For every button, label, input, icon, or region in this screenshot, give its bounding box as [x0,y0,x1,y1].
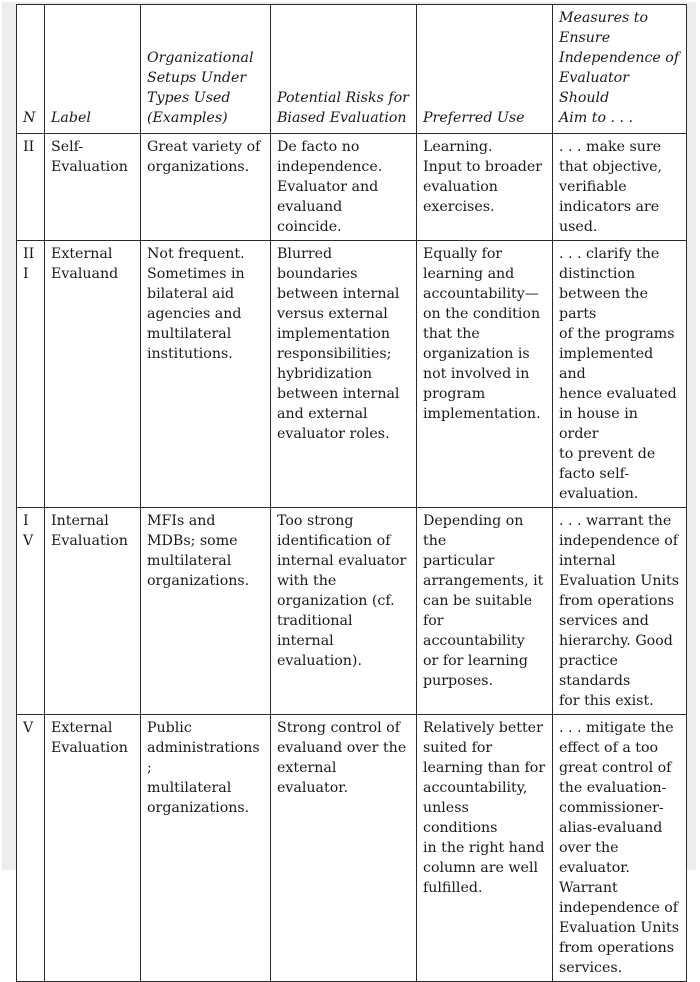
cell-n: V [17,715,45,982]
table-row [17,715,687,982]
cell-preferred-use: Relatively better suited for learning than for accountability, unless conditions in the right hand column are well fulfilled. [417,715,553,982]
cell-measures: . . . make sure that objective, verifiable indicators are used. [553,134,687,241]
cell-setups: MFIs and MDBs; some multilateral organizations. [141,508,271,715]
cell-preferred-use: Equally for learning and accountability— on the condition that the organization is not involved in program implementation. [417,241,553,508]
cell-risks: De facto no independence. Evaluator and evaluand coincide. [271,134,417,241]
cell-preferred-use: Learning. Input to broader evaluation exercises. [417,134,553,241]
header-preferred-use: Preferred Use [417,5,553,134]
cell-preferred-use: Depending on the particular arrangements, it can be suitable for accountability or for learning purposes. [417,508,553,715]
cell-label: Internal Evaluation [45,508,141,715]
cell-n: III [17,241,45,508]
cell-risks: Strong control of evaluand over the external evaluator. [271,715,417,982]
header-n: N [17,5,45,134]
cell-measures: . . . mitigate the effect of a too great control of the evaluation- commissioner- alias-evaluand over the evaluator. Warrant independence of Evaluation Units from operations services. [553,715,687,982]
table-header-row [17,5,687,134]
header-setups: Organizational Setups Under Types Used (Examples) [141,5,271,134]
cell-setups: Great variety of organizations. [141,134,271,241]
table-frame [2,2,696,976]
evaluation-types-table [16,4,687,982]
header-measures: Measures to Ensure Independence of Evaluator Should Aim to . . . [553,5,687,134]
cell-setups: Public administrations; multilateral organizations. [141,715,271,982]
cell-label: Self- Evaluation [45,134,141,241]
table-row [17,508,687,715]
table-row [17,241,687,508]
cell-n: IV [17,508,45,715]
cell-risks: Too strong identification of internal evaluator with the organization (cf. traditional internal evaluation). [271,508,417,715]
cell-setups: Not frequent. Sometimes in bilateral aid agencies and multilateral institutions. [141,241,271,508]
header-risks: Potential Risks for Biased Evaluation [271,5,417,134]
cell-measures: . . . warrant the independence of internal Evaluation Units from operations services and hierarchy. Good practice standards for this exist. [553,508,687,715]
cell-label: External Evaluation [45,715,141,982]
cell-risks: Blurred boundaries between internal versus external implementation responsibilities; hybridization between internal and external evaluator roles. [271,241,417,508]
cell-measures: . . . clarify the distinction between the parts of the programs implemented and hence evaluated in house in order to prevent de facto self- evaluation. [553,241,687,508]
table-row [17,134,687,241]
header-label: Label [45,5,141,134]
cell-n: II [17,134,45,241]
cell-label: External Evaluand [45,241,141,508]
